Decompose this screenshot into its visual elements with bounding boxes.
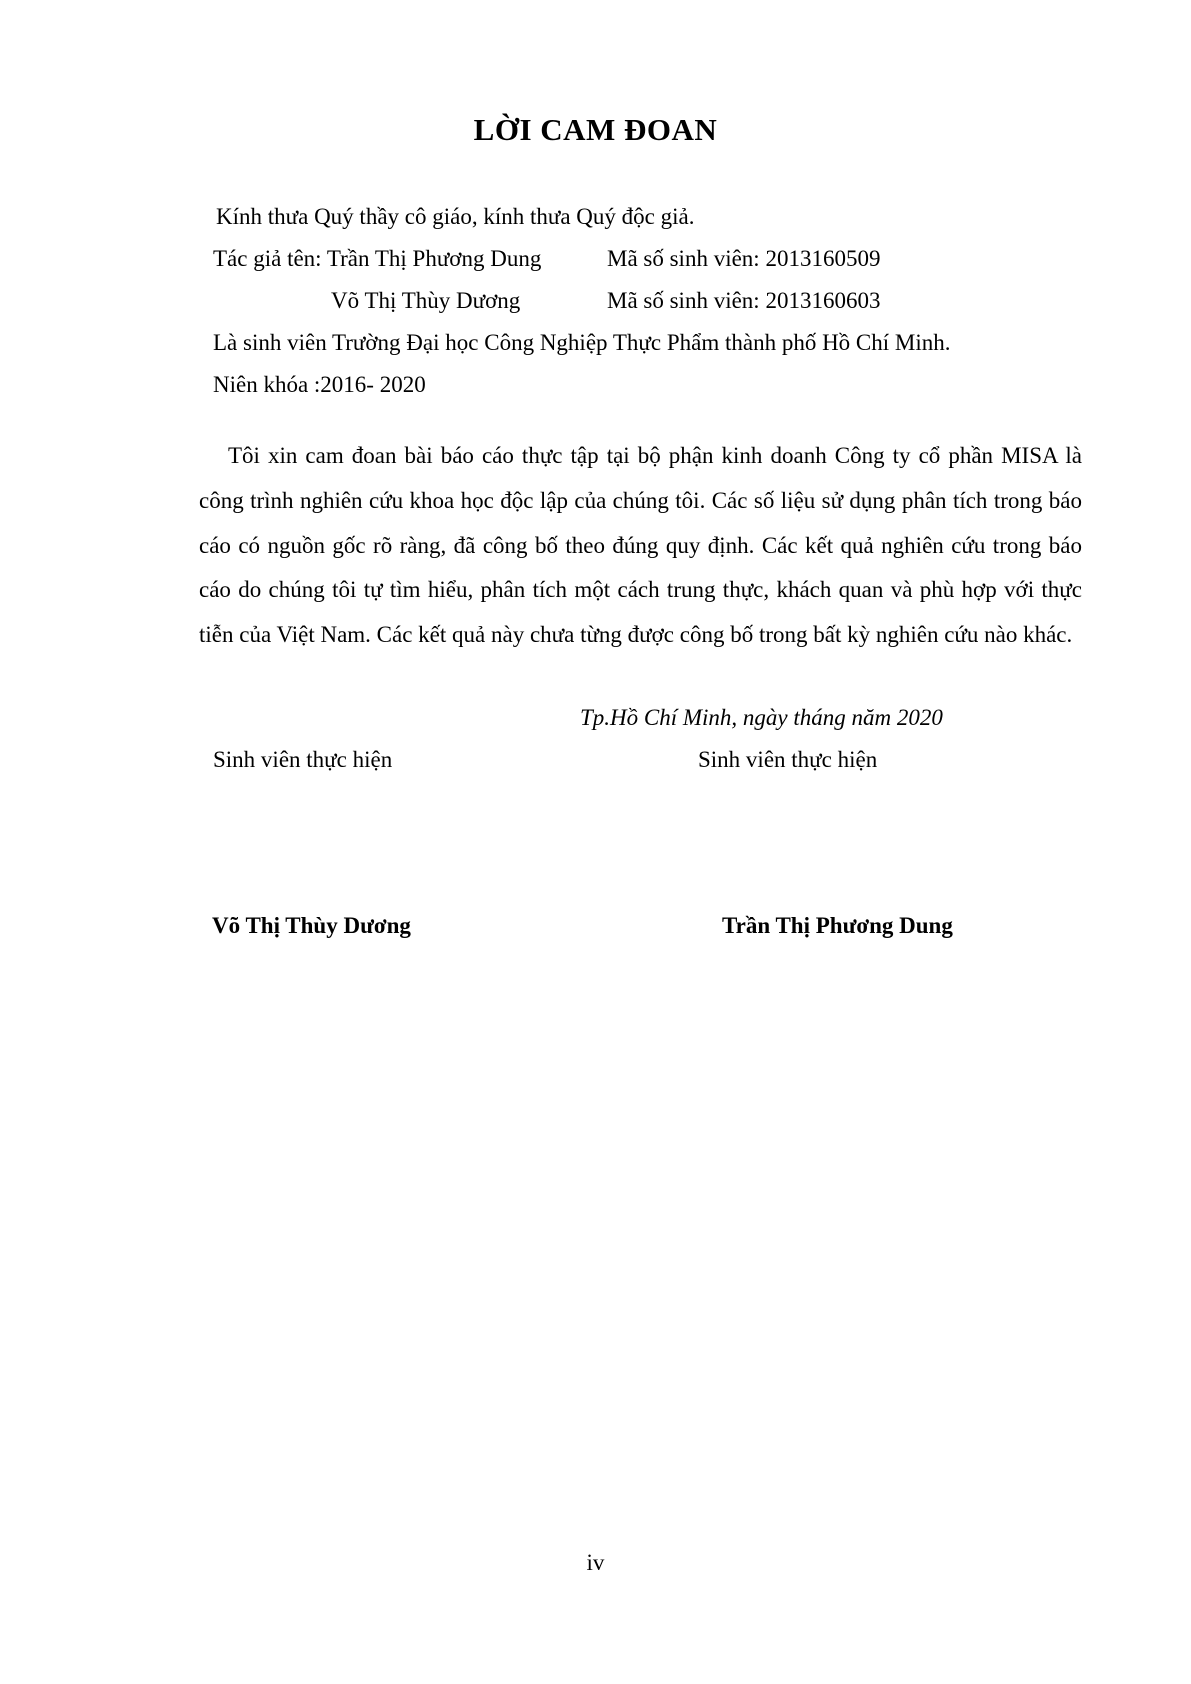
author-student-id-1: 2013160509 bbox=[765, 246, 881, 271]
page-number: iv bbox=[586, 1550, 605, 1575]
page-title: LỜI CAM ĐOAN bbox=[473, 112, 718, 147]
signer-name-right: Trần Thị Phương Dung bbox=[722, 913, 953, 938]
author-id-label-1: Mã số sinh viên: bbox=[607, 246, 760, 271]
author-name-2: Võ Thị Thùy Dương bbox=[331, 288, 521, 313]
declaration-paragraph: Tôi xin cam đoan bài báo cáo thực tập tại bộ phận kinh doanh Công ty cổ phần MISA là công trình nghiên cứu khoa học độc lập của chúng tôi. Các số liệu sử dụng phân tích trong báo cáo có nguồn gốc rõ ràng, đã công bố theo đúng quy định. Các kết quả nghiên cứu trong báo cáo do chúng tôi tự tìm hiểu, phân tích một cách trung thực, khách quan và phù hợp với thực tiễn của Việt Nam. Các kết quả này chưa từng được công bố trong bất kỳ nghiên cứu nào khác. bbox=[199, 443, 1082, 648]
greeting-text: Kính thưa Quý thầy cô giáo, kính thưa Quý độc giả. bbox=[216, 204, 695, 229]
author-name-1: Trần Thị Phương Dung bbox=[326, 246, 542, 271]
school-line: Là sinh viên Trường Đại học Công Nghiệp Thực Phẩm thành phố Hồ Chí Minh. bbox=[213, 330, 951, 355]
authors-label bbox=[213, 244, 541, 274]
place-date: Tp.Hồ Chí Minh, ngày tháng năm 2020 bbox=[580, 705, 943, 730]
authors-label-text: Tác giả tên: bbox=[213, 246, 322, 271]
signer-role-left: Sinh viên thực hiện bbox=[213, 747, 393, 772]
signer-name-left: Võ Thị Thùy Dương bbox=[212, 913, 411, 938]
author-student-id-2: 2013160603 bbox=[765, 288, 881, 313]
course-line: Niên khóa :2016- 2020 bbox=[213, 372, 426, 397]
signer-role-right: Sinh viên thực hiện bbox=[698, 747, 878, 772]
author-id-label-2: Mã số sinh viên: bbox=[607, 288, 760, 313]
author-id-2-line bbox=[607, 286, 880, 316]
author-id-1-line bbox=[607, 244, 880, 274]
